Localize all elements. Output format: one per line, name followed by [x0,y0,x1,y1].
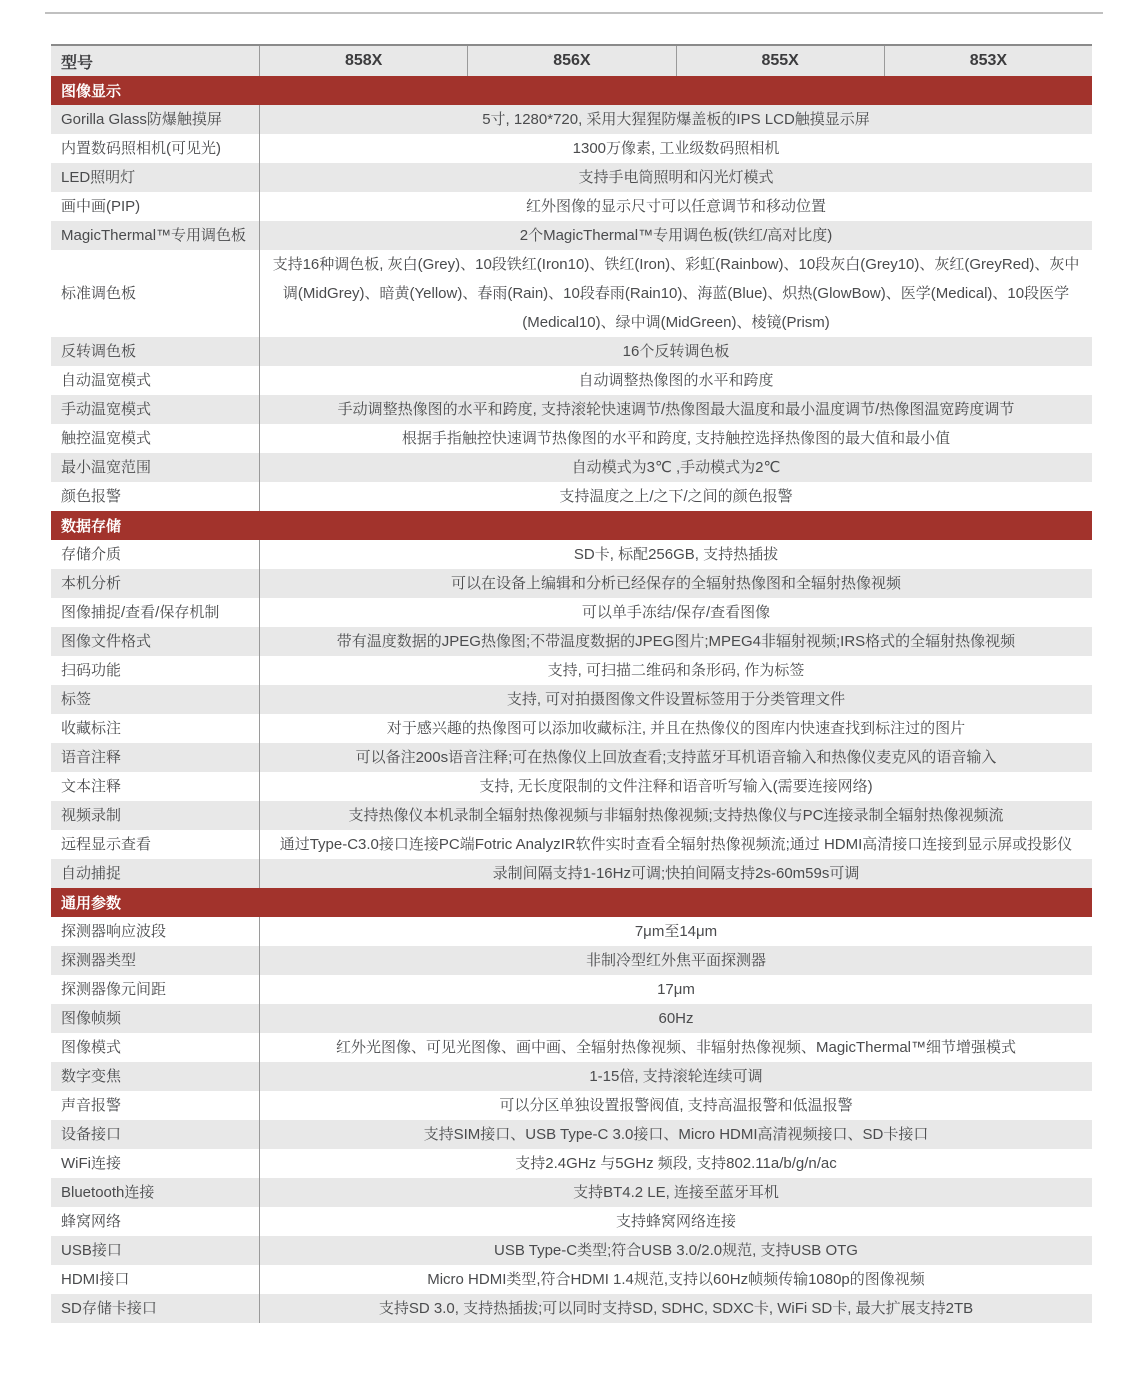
spec-table [51,44,1092,1323]
spec-value: 60Hz [259,1004,1092,1033]
spec-label: 声音报警 [61,1097,122,1114]
spec-value: 录制间隔支持1-16Hz可调;快拍间隔支持2s-60m59s可调 [259,859,1092,888]
spec-label: Gorilla Glass防爆触摸屏 [61,111,222,128]
spec-value: 支持热像仪本机录制全辐射热像视频与非辐射热像视频;支持热像仪与PC连接录制全辐射热像视频流 [259,801,1092,830]
spec-label: 存储介质 [61,546,122,563]
spec-label: HDMI接口 [61,1271,130,1288]
model-header-row [51,44,1092,76]
spec-row [51,1062,1092,1091]
spec-value: 通过Type-C3.0接口连接PC端Fotric AnalyzIR软件实时查看全辐射热像视频流;通过 HDMI高清接口连接到显示屏或投影仪 [259,830,1092,859]
spec-value: 17μm [259,975,1092,1004]
spec-row [51,105,1092,134]
spec-value: 支持温度之上/之下/之间的颜色报警 [259,482,1092,511]
spec-value: 带有温度数据的JPEG热像图;不带温度数据的JPEG图片;MPEG4非辐射视频;IRS格式的全辐射热像视频 [259,627,1092,656]
spec-row [51,1207,1092,1236]
spec-label: MagicThermal™专用调色板 [61,227,247,244]
model-header-label: 型号 [61,54,94,72]
spec-row [51,772,1092,801]
spec-value: 自动调整热像图的水平和跨度 [259,366,1092,395]
spec-value: 红外光图像、可见光图像、画中画、全辐射热像视频、非辐射热像视频、MagicThermal™细节增强模式 [259,1033,1092,1062]
spec-label: 语音注释 [61,749,122,766]
spec-label: 画中画(PIP) [61,198,141,215]
spec-label: 标签 [61,691,92,708]
spec-row [51,134,1092,163]
spec-row [51,569,1092,598]
section-header: 图像显示 [51,76,1092,105]
spec-label: 远程显示查看 [61,836,152,853]
spec-label: 标准调色板 [61,285,137,302]
spec-value: 支持SD 3.0, 支持热插拔;可以同时支持SD, SDHC, SDXC卡, WiFi SD卡, 最大扩展支持2TB [259,1294,1092,1323]
spec-label: 自动温宽模式 [61,372,152,389]
spec-value: 5寸, 1280*720, 采用大猩猩防爆盖板的IPS LCD触摸显示屏 [259,105,1092,134]
spec-label: 最小温宽范围 [61,459,152,476]
spec-label: 探测器响应波段 [61,923,167,940]
model-column-858x: 858X [259,46,467,76]
spec-row [51,192,1092,221]
spec-value: 手动调整热像图的水平和跨度, 支持滚轮快速调节/热像图最大温度和最小温度调节/热像图温宽跨度调节 [259,395,1092,424]
spec-label: 触控温宽模式 [61,430,152,447]
section-header: 数据存储 [51,511,1092,540]
spec-row [51,801,1092,830]
spec-label: 颜色报警 [61,488,122,505]
spec-label: 设备接口 [61,1126,122,1143]
spec-value: 支持手电筒照明和闪光灯模式 [259,163,1092,192]
spec-value: USB Type-C类型;符合USB 3.0/2.0规范, 支持USB OTG [259,1236,1092,1265]
spec-value: 非制冷型红外焦平面探测器 [259,946,1092,975]
spec-row [51,424,1092,453]
spec-row [51,1265,1092,1294]
spec-value: 2个MagicThermal™专用调色板(铁红/高对比度) [259,221,1092,250]
model-column-856x: 856X [467,46,675,76]
spec-row [51,714,1092,743]
spec-label: 内置数码照相机(可见光) [61,140,221,157]
spec-value: 可以在设备上编辑和分析已经保存的全辐射热像图和全辐射热像视频 [259,569,1092,598]
spec-value: 支持, 可扫描二维码和条形码, 作为标签 [259,656,1092,685]
spec-row [51,917,1092,946]
spec-label: 图像文件格式 [61,633,152,650]
spec-row [51,1120,1092,1149]
spec-row [51,685,1092,714]
spec-row [51,337,1092,366]
spec-value: 可以分区单独设置报警阀值, 支持高温报警和低温报警 [259,1091,1092,1120]
spec-label: WiFi连接 [61,1155,121,1172]
spec-value: 支持BT4.2 LE, 连接至蓝牙耳机 [259,1178,1092,1207]
spec-label: 图像帧频 [61,1010,122,1027]
page-top-rule [45,12,1103,14]
spec-row [51,743,1092,772]
spec-sections [51,76,1092,1323]
spec-label: 手动温宽模式 [61,401,152,418]
spec-row [51,221,1092,250]
spec-label: 文本注释 [61,778,122,795]
spec-row [51,975,1092,1004]
spec-row [51,163,1092,192]
spec-label: USB接口 [61,1242,122,1259]
spec-value: 红外图像的显示尺寸可以任意调节和移动位置 [259,192,1092,221]
spec-row [51,482,1092,511]
spec-label: SD存储卡接口 [61,1300,157,1317]
spec-label: 探测器类型 [61,952,137,969]
spec-value: SD卡, 标配256GB, 支持热插拔 [259,540,1092,569]
spec-label: Bluetooth连接 [61,1184,155,1201]
spec-row [51,1091,1092,1120]
spec-row [51,830,1092,859]
spec-row [51,1004,1092,1033]
spec-value: 支持SIM接口、USB Type-C 3.0接口、Micro HDMI高清视频接口、SD卡接口 [259,1120,1092,1149]
spec-row [51,1149,1092,1178]
spec-value: 1-15倍, 支持滚轮连续可调 [259,1062,1092,1091]
section-header: 通用参数 [51,888,1092,917]
spec-row [51,395,1092,424]
spec-row [51,946,1092,975]
spec-row [51,250,1092,337]
spec-label: 数字变焦 [61,1068,122,1085]
spec-row [51,656,1092,685]
spec-label: 扫码功能 [61,662,122,679]
spec-value: 支持2.4GHz 与5GHz 频段, 支持802.11a/b/g/n/ac [259,1149,1092,1178]
spec-value: 1300万像素, 工业级数码照相机 [259,134,1092,163]
spec-value: 支持, 无长度限制的文件注释和语音听写输入(需要连接网络) [259,772,1092,801]
spec-value: 16个反转调色板 [259,337,1092,366]
model-column-855x: 855X [676,46,884,76]
spec-row [51,540,1092,569]
spec-label: 收藏标注 [61,720,122,737]
spec-value: 支持, 可对拍摄图像文件设置标签用于分类管理文件 [259,685,1092,714]
spec-row [51,366,1092,395]
spec-value: Micro HDMI类型,符合HDMI 1.4规范,支持以60Hz帧频传输1080p的图像视频 [259,1265,1092,1294]
spec-label: 探测器像元间距 [61,981,167,998]
spec-row [51,1294,1092,1323]
model-column-853x: 853X [884,46,1092,76]
spec-value: 对于感兴趣的热像图可以添加收藏标注, 并且在热像仪的图库内快速查找到标注过的图片 [259,714,1092,743]
spec-value: 可以备注200s语音注释;可在热像仪上回放查看;支持蓝牙耳机语音输入和热像仪麦克风的语音输入 [259,743,1092,772]
spec-value: 支持16种调色板, 灰白(Grey)、10段铁红(Iron10)、铁红(Iron)、彩虹(Rainbow)、10段灰白(Grey10)、灰红(GreyRed)、灰中调(MidGrey)、暗黄(Yellow)、春雨(Rain)、10段春雨(Rain10)、海蓝(Blue)、炽热(GlowBow)、医学(Medical)、10段医学(Medical10)、绿中调(MidGreen)、棱镜(Prism) [259,250,1092,337]
spec-value: 自动模式为3℃ ,手动模式为2℃ [259,453,1092,482]
spec-value: 7μm至14μm [259,917,1092,946]
spec-label: LED照明灯 [61,169,136,186]
spec-row [51,1033,1092,1062]
spec-value: 可以单手冻结/保存/查看图像 [259,598,1092,627]
spec-value: 支持蜂窝网络连接 [259,1207,1092,1236]
spec-value: 根据手指触控快速调节热像图的水平和跨度, 支持触控选择热像图的最大值和最小值 [259,424,1092,453]
spec-label: 本机分析 [61,575,122,592]
spec-label: 视频录制 [61,807,122,824]
spec-label: 图像捕捉/查看/保存机制 [61,604,220,621]
spec-row [51,1178,1092,1207]
spec-row [51,598,1092,627]
spec-label: 蜂窝网络 [61,1213,122,1230]
spec-row [51,859,1092,888]
spec-row [51,627,1092,656]
spec-row [51,453,1092,482]
spec-label: 自动捕捉 [61,865,122,882]
spec-row [51,1236,1092,1265]
spec-label: 反转调色板 [61,343,137,360]
spec-label: 图像模式 [61,1039,122,1056]
